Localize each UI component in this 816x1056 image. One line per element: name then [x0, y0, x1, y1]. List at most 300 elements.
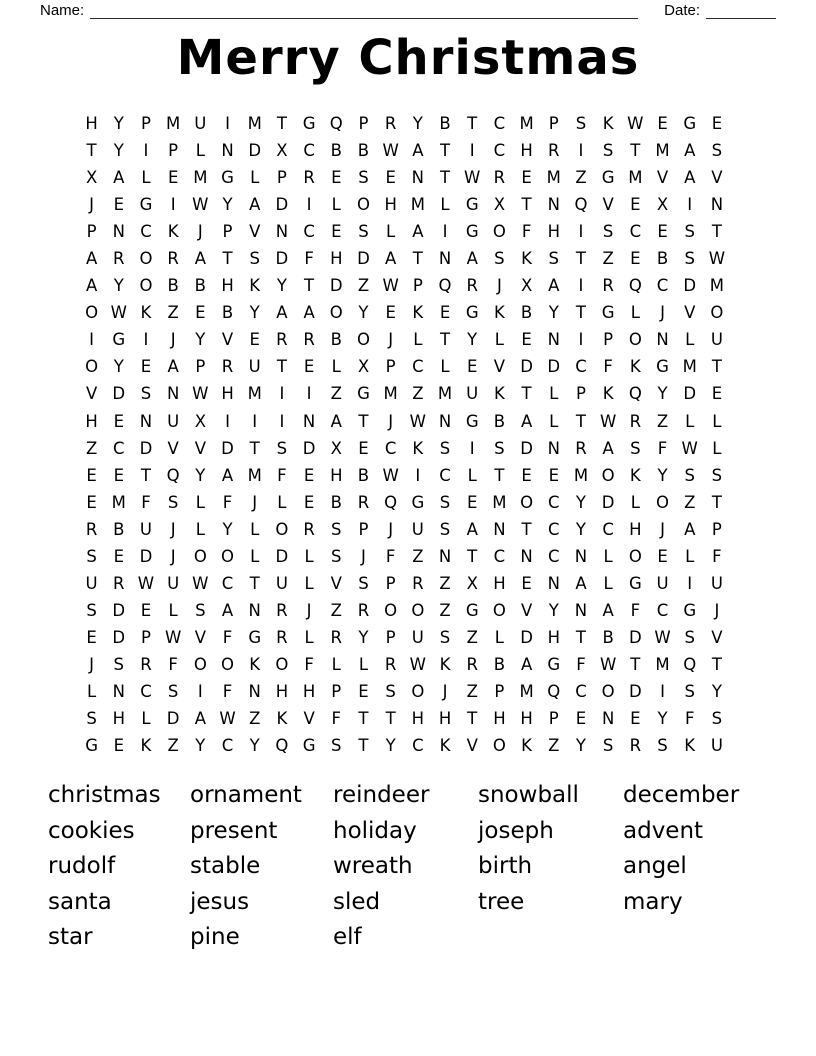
grid-cell: T: [711, 222, 722, 242]
grid-cell: A: [194, 249, 206, 269]
grid-cell: F: [521, 222, 532, 242]
grid-cell: R: [276, 330, 288, 350]
grid-cell: N: [520, 546, 533, 566]
grid-cell: K: [249, 654, 261, 674]
grid-cell: O: [193, 546, 207, 566]
grid-cell: E: [86, 492, 97, 512]
grid-cell: Z: [167, 736, 179, 756]
grid-cell: W: [382, 141, 399, 161]
grid-cell: W: [110, 303, 127, 323]
grid-cell: D: [628, 682, 642, 701]
grid-cell: M: [492, 492, 507, 512]
grid-cell: V: [249, 222, 261, 242]
grid-cell: I: [469, 438, 475, 458]
grid-cell: S: [195, 600, 206, 620]
grid-cell: K: [629, 465, 641, 485]
grid-cell: S: [711, 709, 723, 729]
grid-cell: Z: [575, 168, 587, 188]
grid-cell: U: [248, 357, 261, 377]
word-list-column: [333, 778, 429, 956]
grid-cell: J: [361, 546, 366, 566]
grid-cell: G: [465, 303, 479, 323]
grid-cell: S: [657, 736, 668, 756]
grid-cell: K: [439, 736, 451, 756]
grid-cell: O: [492, 736, 506, 756]
grid-cell: U: [710, 330, 723, 350]
grid-cell: S: [602, 141, 614, 161]
grid-cell: Z: [439, 600, 451, 620]
grid-cell: W: [627, 114, 644, 134]
grid-cell: O: [356, 195, 370, 215]
grid-cell: D: [112, 627, 126, 647]
grid-cell: N: [574, 600, 588, 620]
grid-cell: L: [712, 438, 722, 458]
grid-cell: V: [656, 168, 669, 188]
grid-cell: W: [192, 384, 209, 404]
grid-cell: Q: [438, 276, 452, 296]
grid-cell: Q: [574, 195, 588, 215]
grid-cell: O: [411, 600, 425, 620]
grid-cell: J: [89, 654, 95, 674]
grid-cell: Z: [412, 546, 424, 566]
grid-cell: S: [711, 465, 723, 485]
grid-cell: L: [277, 492, 287, 512]
grid-cell: V: [85, 384, 98, 404]
grid-cell: Z: [466, 682, 478, 701]
grid-cell: Y: [657, 465, 668, 485]
grid-cell: E: [575, 709, 587, 729]
grid-cell: G: [112, 330, 126, 350]
grid-cell: U: [275, 573, 288, 593]
grid-cell: B: [520, 303, 533, 323]
grid-cell: I: [279, 411, 285, 431]
grid-cell: E: [385, 303, 396, 323]
grid-cell: A: [113, 168, 125, 188]
grid-cell: M: [410, 195, 425, 215]
grid-cell: J: [306, 600, 312, 620]
grid-cell: C: [412, 736, 424, 756]
grid-cell: J: [496, 276, 502, 296]
grid-cell: X: [466, 573, 478, 593]
grid-cell: G: [465, 222, 479, 242]
grid-cell: F: [684, 709, 695, 729]
grid-cell: W: [164, 627, 182, 647]
grid-cell: P: [494, 682, 505, 701]
word-list-column: [190, 778, 302, 956]
grid-cell: E: [711, 384, 723, 404]
grid-cell: S: [684, 465, 695, 485]
grid-cell: R: [330, 627, 343, 647]
grid-cell: O: [384, 600, 398, 620]
grid-cell: R: [357, 600, 370, 620]
grid-cell: A: [684, 141, 696, 161]
word-list-item: star: [48, 924, 93, 951]
grid-cell: T: [575, 411, 587, 431]
grid-cell: Q: [547, 682, 561, 701]
grid-cell: T: [140, 465, 152, 485]
grid-cell: Z: [85, 438, 98, 458]
grid-cell: Y: [575, 736, 587, 756]
grid-cell: L: [494, 627, 504, 647]
grid-cell: O: [492, 600, 506, 620]
grid-cell: C: [493, 546, 506, 566]
grid-cell: H: [547, 627, 560, 647]
grid-cell: U: [411, 627, 424, 647]
grid-cell: H: [112, 709, 125, 729]
grid-cell: E: [303, 357, 315, 377]
grid-cell: I: [170, 195, 176, 215]
grid-cell: L: [250, 546, 260, 566]
grid-cell: A: [303, 303, 315, 323]
grid-cell: P: [222, 222, 233, 242]
grid-cell: T: [575, 303, 587, 323]
grid-cell: C: [384, 438, 397, 458]
grid-cell: I: [415, 465, 421, 485]
word-list-item: reindeer: [333, 782, 430, 808]
grid-cell: B: [221, 303, 234, 323]
grid-cell: F: [304, 654, 314, 674]
grid-cell: A: [466, 249, 478, 269]
grid-cell: J: [170, 546, 176, 566]
grid-cell: P: [331, 682, 342, 701]
grid-cell: J: [714, 600, 720, 620]
grid-cell: Y: [195, 465, 206, 485]
grid-cell: L: [304, 573, 314, 593]
grid-cell: O: [275, 654, 289, 674]
grid-cell: R: [575, 438, 587, 458]
grid-cell: Y: [385, 736, 396, 756]
grid-cell: S: [167, 492, 179, 512]
grid-cell: Q: [683, 654, 697, 674]
grid-cell: T: [630, 141, 641, 161]
grid-cell: Q: [628, 276, 642, 296]
grid-cell: L: [413, 330, 423, 350]
grid-cell: L: [141, 709, 151, 729]
grid-cell: L: [304, 627, 314, 647]
grid-cell: E: [249, 330, 260, 350]
grid-cell: I: [578, 141, 584, 161]
grid-cell: Z: [466, 627, 478, 647]
grid-cell: L: [440, 195, 450, 215]
grid-cell: Z: [684, 492, 696, 512]
grid-cell: P: [575, 384, 586, 404]
grid-cell: U: [167, 411, 180, 431]
grid-cell: S: [684, 249, 695, 269]
grid-cell: N: [547, 195, 560, 215]
grid-cell: D: [112, 384, 126, 404]
word-list-item: cookies: [48, 817, 135, 844]
grid-cell: S: [331, 519, 342, 539]
grid-cell: E: [358, 682, 369, 701]
grid-cell: R: [493, 168, 506, 188]
grid-cell: C: [548, 492, 560, 512]
grid-cell: I: [279, 384, 285, 404]
grid-cell: U: [710, 736, 723, 756]
grid-cell: S: [249, 249, 260, 269]
grid-cell: E: [113, 465, 124, 485]
worksheet-header: [40, 2, 776, 20]
grid-cell: A: [602, 438, 614, 458]
grid-cell: N: [248, 682, 261, 701]
grid-cell: B: [113, 519, 125, 539]
grid-cell: S: [86, 546, 97, 566]
grid-cell: A: [85, 276, 98, 296]
grid-cell: W: [681, 438, 698, 458]
grid-cell: H: [493, 709, 506, 729]
grid-cell: O: [492, 222, 506, 242]
grid-cell: O: [193, 654, 207, 674]
grid-cell: A: [194, 709, 206, 729]
grid-cell: H: [411, 709, 425, 729]
grid-cell: L: [331, 195, 341, 215]
grid-cell: W: [382, 276, 399, 296]
grid-cell: S: [684, 222, 695, 242]
grid-cell: A: [575, 573, 587, 593]
grid-cell: D: [547, 357, 561, 377]
grid-cell: A: [330, 411, 342, 431]
grid-cell: G: [357, 384, 370, 404]
grid-cell: P: [140, 114, 151, 134]
grid-cell: O: [275, 519, 289, 539]
grid-cell: F: [385, 546, 396, 566]
grid-cell: P: [358, 114, 369, 134]
grid-cell: G: [221, 168, 234, 188]
grid-cell: S: [602, 222, 614, 242]
grid-cell: E: [303, 492, 315, 512]
grid-cell: Y: [222, 195, 233, 215]
grid-cell: K: [167, 222, 179, 242]
grid-cell: R: [466, 654, 478, 674]
grid-cell: M: [437, 384, 453, 404]
grid-cell: T: [467, 546, 478, 566]
grid-cell: R: [357, 492, 370, 512]
grid-cell: M: [111, 492, 126, 512]
grid-cell: E: [113, 546, 124, 566]
grid-cell: C: [221, 736, 234, 756]
grid-cell: D: [520, 627, 533, 647]
grid-cell: P: [603, 330, 614, 350]
grid-cell: V: [466, 736, 478, 756]
grid-cell: S: [276, 438, 288, 458]
grid-cell: P: [140, 627, 151, 647]
grid-cell: D: [275, 249, 289, 269]
grid-cell: B: [602, 627, 614, 647]
grid-cell: N: [248, 600, 261, 620]
grid-cell: A: [412, 141, 424, 161]
grid-cell: L: [195, 492, 205, 512]
grid-cell: N: [438, 546, 452, 566]
grid-cell: X: [656, 195, 669, 215]
grid-cell: L: [141, 168, 151, 188]
grid-cell: Y: [113, 141, 124, 161]
grid-cell: V: [303, 709, 315, 729]
grid-cell: O: [628, 546, 642, 566]
grid-cell: Y: [113, 114, 124, 134]
grid-cell: D: [166, 709, 180, 729]
grid-cell: E: [358, 438, 369, 458]
grid-cell: B: [167, 276, 179, 296]
grid-cell: X: [520, 276, 533, 296]
grid-cell: L: [549, 411, 559, 431]
grid-cell: G: [139, 195, 153, 215]
grid-cell: H: [330, 249, 343, 269]
grid-cell: E: [521, 330, 532, 350]
grid-cell: I: [687, 573, 693, 593]
grid-cell: E: [630, 249, 641, 269]
grid-cell: R: [140, 654, 152, 674]
grid-cell: T: [467, 114, 478, 134]
grid-cell: I: [306, 195, 312, 215]
grid-cell: L: [440, 357, 450, 377]
grid-cell: T: [358, 709, 369, 729]
grid-cell: H: [547, 222, 560, 242]
grid-cell: Z: [330, 600, 342, 620]
grid-cell: D: [357, 249, 370, 269]
grid-cell: H: [85, 411, 98, 431]
grid-cell: D: [520, 357, 533, 377]
grid-cell: R: [276, 600, 288, 620]
word-list-item: tree: [478, 888, 525, 915]
grid-cell: E: [195, 303, 206, 323]
grid-cell: P: [548, 709, 559, 729]
grid-cell: W: [137, 573, 155, 593]
grid-cell: I: [143, 141, 149, 161]
grid-cell: M: [383, 384, 398, 404]
grid-cell: Z: [602, 249, 614, 269]
grid-cell: B: [439, 114, 451, 134]
grid-cell: O: [710, 303, 724, 323]
grid-cell: B: [194, 276, 206, 296]
grid-cell: S: [548, 249, 560, 269]
grid-cell: Y: [113, 276, 124, 296]
grid-cell: I: [578, 330, 584, 350]
grid-cell: E: [521, 465, 532, 485]
word-list-item: sled: [333, 888, 381, 915]
grid-cell: S: [167, 682, 179, 701]
grid-cell: R: [221, 357, 234, 377]
grid-cell: M: [193, 168, 208, 188]
grid-cell: W: [192, 195, 209, 215]
grid-cell: B: [357, 465, 370, 485]
grid-cell: R: [303, 168, 315, 188]
grid-cell: Q: [166, 465, 180, 485]
grid-cell: X: [194, 411, 206, 431]
grid-cell: B: [656, 249, 669, 269]
grid-cell: K: [493, 384, 505, 404]
grid-cell: E: [331, 168, 342, 188]
grid-cell: F: [603, 357, 613, 377]
grid-cell: V: [493, 357, 506, 377]
word-list-item: holiday: [333, 817, 417, 844]
grid-cell: W: [409, 411, 426, 431]
grid-cell: V: [684, 303, 696, 323]
grid-cell: K: [521, 249, 532, 269]
grid-cell: T: [521, 384, 532, 404]
grid-cell: F: [712, 546, 722, 566]
grid-cell: A: [85, 249, 98, 269]
grid-cell: R: [276, 627, 288, 647]
grid-cell: M: [247, 384, 262, 404]
grid-cell: L: [685, 330, 695, 350]
word-list-item: snowball: [478, 782, 579, 808]
grid-cell: Y: [575, 492, 587, 512]
grid-cell: W: [382, 465, 399, 485]
grid-cell: D: [520, 438, 533, 458]
page-title: Merry Christmas: [176, 30, 640, 86]
grid-cell: R: [303, 330, 315, 350]
grid-cell: M: [519, 114, 534, 134]
word-list-item: wreath: [333, 853, 413, 880]
grid-cell: J: [197, 222, 203, 242]
grid-cell: U: [139, 519, 152, 539]
grid-cell: H: [302, 682, 316, 701]
grid-cell: D: [628, 627, 642, 647]
grid-cell: P: [276, 168, 287, 188]
grid-cell: G: [465, 195, 479, 215]
grid-cell: S: [86, 709, 97, 729]
grid-cell: K: [276, 709, 288, 729]
grid-cell: F: [277, 465, 287, 485]
grid-cell: J: [388, 411, 394, 431]
grid-cell: K: [602, 384, 614, 404]
grid-cell: R: [113, 249, 125, 269]
grid-cell: D: [683, 384, 697, 404]
grid-cell: Y: [548, 303, 559, 323]
grid-cell: B: [357, 141, 370, 161]
grid-cell: M: [166, 114, 181, 134]
grid-cell: C: [629, 222, 642, 242]
grid-cell: P: [385, 573, 396, 593]
grid-cell: L: [195, 141, 205, 161]
grid-cell: A: [684, 519, 696, 539]
grid-cell: C: [656, 276, 669, 296]
grid-cell: E: [140, 357, 152, 377]
grid-cell: U: [167, 573, 180, 593]
grid-cell: M: [573, 465, 589, 485]
grid-cell: S: [684, 627, 695, 647]
grid-cell: K: [249, 276, 261, 296]
grid-cell: E: [630, 195, 641, 215]
grid-cell: T: [358, 411, 369, 431]
grid-cell: F: [141, 492, 151, 512]
grid-cell: S: [711, 141, 723, 161]
word-list-item: christmas: [48, 782, 161, 808]
grid-cell: R: [629, 411, 642, 431]
grid-cell: M: [546, 168, 561, 188]
grid-cell: I: [197, 682, 203, 701]
grid-cell: A: [520, 411, 533, 431]
grid-cell: T: [358, 736, 369, 756]
grid-cell: F: [222, 627, 233, 647]
grid-cell: S: [575, 114, 587, 134]
grid-cell: C: [412, 357, 424, 377]
grid-cell: O: [520, 492, 534, 512]
grid-cell: Y: [249, 736, 260, 756]
grid-cell: J: [89, 195, 95, 215]
grid-cell: H: [275, 682, 289, 701]
grid-cell: O: [85, 303, 99, 323]
grid-cell: L: [630, 303, 640, 323]
grid-cell: K: [140, 736, 152, 756]
grid-cell: G: [85, 736, 98, 756]
grid-cell: O: [221, 654, 235, 674]
grid-cell: K: [629, 357, 641, 377]
grid-cell: T: [439, 141, 451, 161]
grid-cell: W: [654, 627, 671, 647]
grid-cell: C: [140, 222, 152, 242]
grid-cell: C: [140, 682, 152, 701]
grid-cell: G: [302, 736, 316, 756]
